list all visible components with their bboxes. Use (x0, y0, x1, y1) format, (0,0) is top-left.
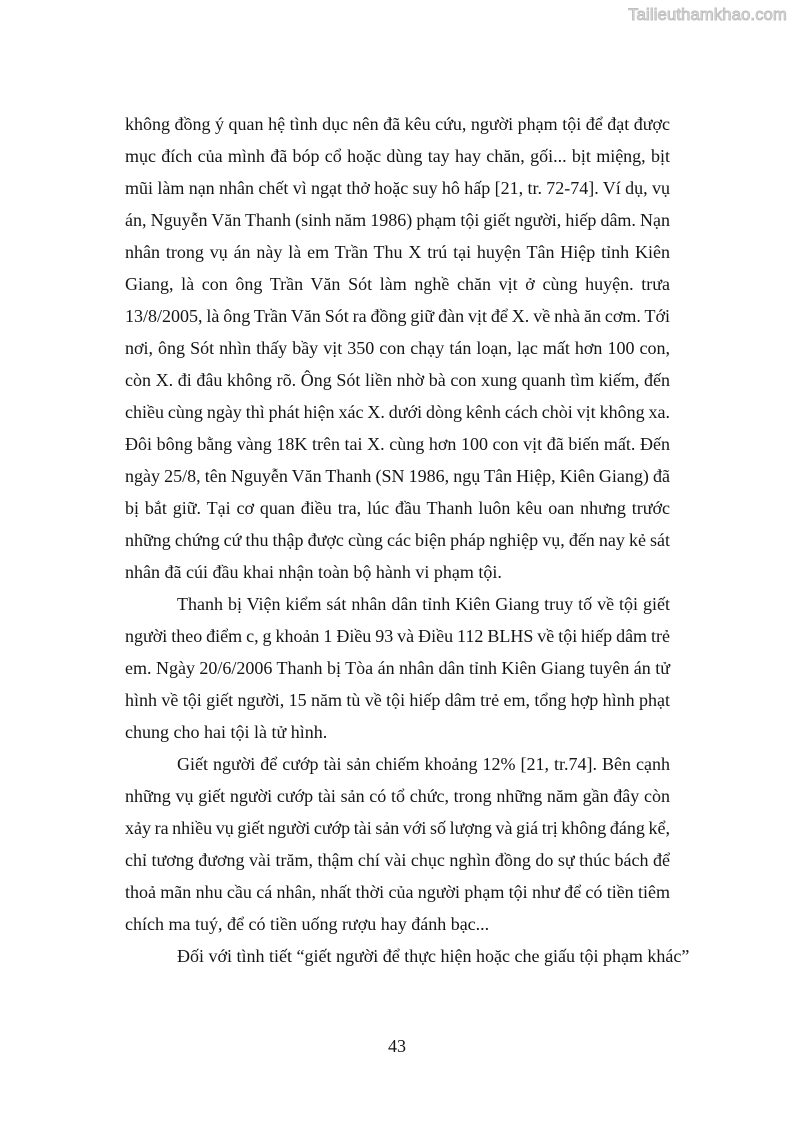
text-line: bị bắt giữ. Tại cơ quan điều tra, lúc đầu Thanh luôn kêu oan nhưng trước (125, 498, 670, 518)
text-line: Đối với tình tiết “giết người để thực hiện hoặc che giấu tội phạm khác” (177, 946, 690, 966)
text-line: ngày 25/8, tên Nguyễn Văn Thanh (SN 1986, ngụ Tân Hiệp, Kiên Giang) đã (125, 466, 670, 486)
paragraph (125, 108, 670, 588)
text-line: những vụ giết người cướp tài sản có tổ chức, trong những năm gần đây còn (125, 786, 670, 806)
text-line: nhân trong vụ án này là em Trần Thu X trú tại huyện Tân Hiệp tỉnh Kiên (125, 242, 670, 262)
watermark: Tailieuthamkhao.com (628, 6, 787, 24)
text-line: hình về tội giết người, 15 năm tù về tội hiếp dâm trẻ em, tổng hợp hình phạt (125, 690, 670, 710)
text-line: Giết người để cướp tài sản chiếm khoảng 12% [21, tr.74]. Bên cạnh (177, 754, 670, 774)
page-number: 43 (388, 1036, 406, 1056)
text-line: còn X. đi đâu không rõ. Ông Sót liền nhờ bà con xung quanh tìm kiếm, đến (125, 370, 670, 390)
paragraph (125, 588, 670, 748)
text-line: 13/8/2005, là ông Trần Văn Sót ra đồng giữ đàn vịt để X. về nhà ăn cơm. Tới (125, 306, 670, 326)
text-line: án, Nguyễn Văn Thanh (sinh năm 1986) phạm tội giết người, hiếp dâm. Nạn (125, 210, 670, 230)
text-line: chiều cùng ngày thì phát hiện xác X. dưới dòng kênh cách chòi vịt không xa. (125, 402, 670, 422)
text-line: mũi làm nạn nhân chết vì ngạt thở hoặc suy hô hấp [21, tr. 72-74]. Ví dụ, vụ (125, 178, 670, 198)
text-line: em. Ngày 20/6/2006 Thanh bị Tòa án nhân dân tỉnh Kiên Giang tuyên án tử (125, 658, 671, 678)
text-line: thoả mãn nhu cầu cá nhân, nhất thời của người phạm tội như để có tiền tiêm (125, 882, 670, 902)
text-line: Thanh bị Viện kiểm sát nhân dân tỉnh Kiên Giang truy tố về tội giết (177, 594, 670, 614)
text-line: mục đích của mình đã bóp cổ hoặc dùng tay hay chăn, gối... bịt miệng, bịt (125, 146, 670, 166)
text-line: chích ma tuý, để có tiền uống rượu hay đánh bạc... (125, 914, 490, 934)
page-body-text (125, 108, 690, 972)
text-line: Giang, là con ông Trần Văn Sót làm nghề chăn vịt ở cùng huyện. trưa (125, 274, 670, 294)
paragraph (125, 748, 670, 940)
text-line: nhân đã cúi đầu khai nhận toàn bộ hành vi phạm tội. (125, 562, 502, 582)
text-line: nơi, ông Sót nhìn thấy bầy vịt 350 con chạy tán loạn, lạc mất hơn 100 con, (125, 338, 670, 358)
text-line: chung cho hai tội là tử hình. (125, 722, 328, 742)
text-line: Đôi bông bằng vàng 18K trên tai X. cùng hơn 100 con vịt đã biến mất. Đến (125, 434, 670, 454)
text-line: không đồng ý quan hệ tình dục nên đã kêu cứu, người phạm tội để đạt được (125, 114, 670, 134)
text-line: xảy ra nhiều vụ giết người cướp tài sản với số lượng và giá trị không đáng kể, (125, 818, 670, 838)
text-line: người theo điểm c, g khoản 1 Điều 93 và Điều 112 BLHS về tội hiếp dâm trẻ (125, 626, 670, 646)
paragraph (125, 940, 690, 972)
text-line: những chứng cứ thu thập được cùng các biện pháp nghiệp vụ, đến nay kẻ sát (125, 530, 670, 550)
text-line: chỉ tương đương vài trăm, thậm chí vài chục nghìn đồng do sự thúc bách để (125, 850, 670, 870)
